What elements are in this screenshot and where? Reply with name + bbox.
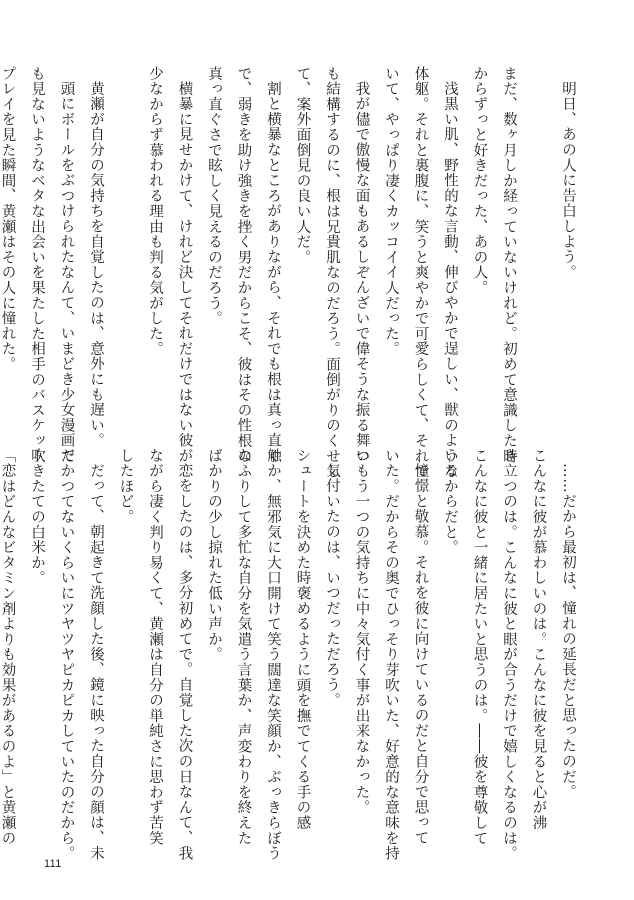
text-line: 我が儘で傲慢な面もあるしぞんざいで偉そうな振る舞い [353, 80, 370, 463]
text-line: 体躯。それと裏腹に、笑うと爽やかで可愛らしくて、それで [412, 66, 429, 480]
text-line: 恋をしたのは、多分初めてで。自覚した次の日なんて、我 [176, 462, 193, 861]
text-line: 明日、あの人に告白しよう。 [560, 80, 576, 280]
text-line: こんなに彼と一緒に居たいと思うのは。――彼を尊敬して [471, 448, 488, 846]
text-line: で、弱きを助け強きを挫く男だからこそ、彼はその性根の [235, 66, 252, 464]
text-line: シュートを決めた時褒めるように頭を撫でてくる手の感 [294, 448, 311, 831]
text-line: 触か、無邪気に大口開けて笑う闊達な笑顔か、ぶっきらぼう [265, 448, 281, 862]
text-block-top [0, 66, 582, 480]
text-line: 真っ直ぐさで眩しく見えるのだろう。 [206, 66, 222, 327]
text-line: だかつてないくらいにツヤツヤピカピカしていたのだから。 [58, 448, 75, 862]
text-line: こんなに彼が慕わしいのは。こんなに彼を見ると心が沸 [530, 448, 547, 831]
text-line: したほど。 [117, 448, 134, 525]
text-line: 吹きたての白米か。 [29, 448, 45, 586]
text-line: き立つのは。こんなに彼と眼が合うだけで嬉しくなるのは。 [501, 448, 517, 862]
text-line: も結構するのに、根は兄貴肌なのだろう。面倒がりのくせし [324, 66, 340, 480]
text-line: 「恋はどんなビタミン剤よりも効果があるのよ」と黄瀬の [0, 448, 16, 846]
text-line: も見ないようなベタな出会いを果たした相手のバスケット [29, 66, 45, 464]
paragraph-gap [523, 66, 553, 404]
text-line: 少なからず慕われる理由も判る気がした。 [147, 66, 163, 357]
text-line: いた。だからその奥でひっそり芽吹いた、好意的な意味を持 [383, 448, 399, 862]
text-line: 頭にボールをぶつけられたなんて、いまどき少女漫画で [58, 80, 75, 463]
text-line: ……だから最初は、憧れの延長だと思ったのだ。 [560, 462, 576, 800]
text-line: プレイを見た瞬間、黄瀬はその人に憧れた。 [0, 66, 16, 372]
text-line: まだ、数ヶ月しか経っていないけれど。初めて意識した時 [501, 66, 517, 464]
text-line: だって、朝起きて洗顔した後、鏡に映った自分の顔は、未 [88, 462, 104, 861]
text-line: いて、やっぱり凄くカッコイイ人だった。 [383, 66, 399, 357]
text-line: いるからだと。 [442, 448, 458, 556]
text-line: 憧憬と敬慕。それを彼に向けているのだと自分で思って [412, 462, 429, 845]
text-line: からずっと好きだった、あの人。 [471, 66, 488, 296]
text-block-bottom [0, 448, 582, 862]
text-line: 浅黒い肌、野性的な言動、伸びやかで逞しい、獣のような [442, 80, 458, 479]
page-number: 111 [44, 858, 62, 870]
text-line: ながら凄く判り易くて、黄瀬は自分の単純さに思わず苦笑 [147, 448, 163, 846]
text-line: ばかりの少し掠れた低い声か。 [206, 448, 222, 663]
text-line: 横暴に見せかけて、けれど決してそれだけではない彼が [176, 80, 193, 463]
text-line: つもう一つの気持ちに中々気付く事が出来なかった。 [353, 448, 370, 816]
text-line: て、案外面倒見の良い人だ。 [294, 66, 311, 265]
text-line: 黄瀬が自分の気持ちを自覚したのは、意外にも遅い。 [88, 80, 104, 448]
text-line: 割と横暴なところがありながら、それでも根は真っ直ぐ [265, 80, 281, 463]
text-line: なふりして多忙な自分を気遣う言葉か、声変わりを終えた [235, 448, 252, 846]
paragraph-gap [110, 66, 140, 404]
text-line: 気付いたのは、いつだっただろう。 [324, 462, 340, 708]
